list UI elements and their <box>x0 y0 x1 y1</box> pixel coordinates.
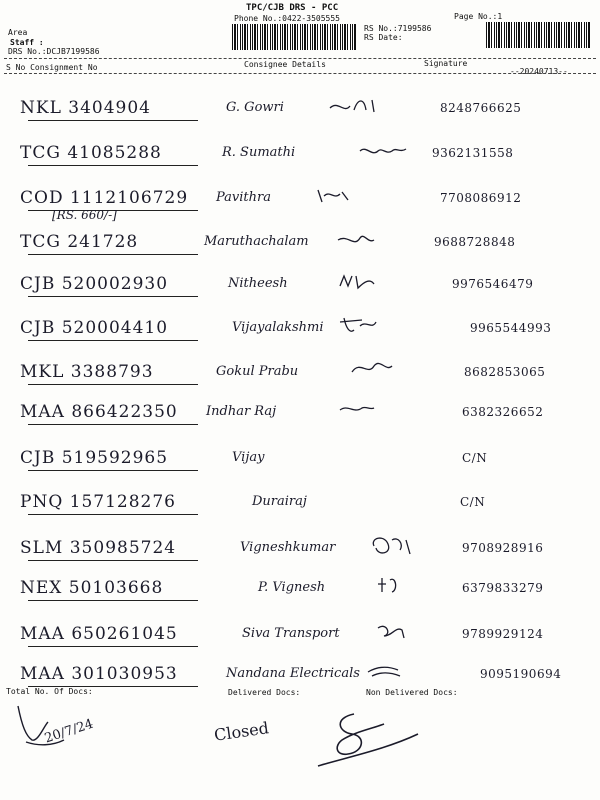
consignment-underline <box>28 165 198 166</box>
rs-date: RS Date: <box>364 33 403 42</box>
consignee-phone: 9095190694 <box>480 667 562 681</box>
cod-amount-note: [RS. 660/-] <box>52 208 117 222</box>
consignment-underline <box>28 384 198 385</box>
header-divider <box>4 58 596 59</box>
recipient-signature <box>340 272 390 298</box>
consignee-phone: 7708086912 <box>440 191 522 205</box>
consignment-underline <box>28 470 198 471</box>
handwritten-date: 20/7/24 <box>42 716 96 747</box>
consignment-number: TCG 241728 <box>20 232 139 252</box>
consignment-number: CJB 520004410 <box>20 318 169 338</box>
consignment-underline <box>28 514 198 515</box>
recipient-signature <box>340 400 390 426</box>
consignee-name: Maruthachalam <box>204 234 309 249</box>
recipient-signature <box>360 141 410 167</box>
staff-label: Staff : <box>10 38 44 47</box>
page-number: Page No.:1 <box>454 12 503 21</box>
drs-number: DRS No.:DCJB7199586 <box>8 47 100 56</box>
consignment-underline <box>28 424 198 425</box>
consignee-phone: 8248766625 <box>440 101 522 115</box>
recipient-signature <box>370 536 420 562</box>
drs-barcode <box>232 24 356 50</box>
consignment-number: MAA 301030953 <box>20 664 178 684</box>
consignee-phone: 6382326652 <box>462 405 544 419</box>
consignee-phone: C/N <box>460 495 486 509</box>
phone-number: Phone No.:0422-3505555 <box>234 14 340 23</box>
consignee-name: Siva Transport <box>242 626 340 641</box>
consignee-name: P. Vignesh <box>258 580 326 595</box>
consignee-phone: 6379833279 <box>462 581 544 595</box>
consignment-number: SLM 350985724 <box>20 538 177 558</box>
consignee-phone: 8682853065 <box>464 365 546 379</box>
consignment-underline <box>28 254 198 255</box>
recipient-signature <box>330 96 380 122</box>
consignment-number: MAA 650261045 <box>20 624 178 644</box>
consignee-name: Vigneshkumar <box>240 540 336 555</box>
delivery-signature <box>314 706 424 780</box>
area-label: Area <box>8 28 28 37</box>
consignee-phone: 9688728848 <box>434 235 516 249</box>
consignee-name: Vijay <box>232 450 265 465</box>
consignee-phone: C/N <box>462 451 488 465</box>
consignment-number: TCG 41085288 <box>20 143 162 163</box>
consignment-number: MAA 866422350 <box>20 402 178 422</box>
recipient-signature <box>340 316 390 342</box>
consignment-underline <box>28 340 198 341</box>
rs-number: RS No.:7199586 <box>364 24 432 33</box>
column-consignee: Consignee Details <box>244 60 326 69</box>
consignee-phone: 9708928916 <box>462 541 544 555</box>
rs-barcode <box>486 22 590 48</box>
consignment-underline <box>28 560 198 561</box>
recipient-signature <box>376 576 426 602</box>
consignment-number: COD 1112106729 <box>20 188 189 208</box>
document-title: TPC/CJB DRS - PCC <box>246 3 339 13</box>
consignee-phone: 9789929124 <box>462 627 544 641</box>
column-divider <box>4 73 596 74</box>
consignment-number: MKL 3388793 <box>20 362 154 382</box>
consignee-name: Pavithra <box>216 190 271 205</box>
consignment-number: PNQ 157128276 <box>20 492 176 512</box>
recipient-signature <box>318 186 368 212</box>
total-docs-label: Total No. Of Docs: <box>6 687 93 696</box>
consignee-name: Indhar Raj <box>206 404 277 419</box>
consignee-phone: 9965544993 <box>470 321 552 335</box>
consignment-number: NKL 3404904 <box>20 98 151 118</box>
consignee-name: Gokul Prabu <box>216 364 299 379</box>
consignee-name: Durairaj <box>252 494 307 509</box>
consignment-underline <box>28 120 198 121</box>
consignee-name: Nandana Electricals <box>226 666 360 681</box>
consignment-underline <box>28 296 198 297</box>
recipient-signature <box>338 230 388 256</box>
delivered-docs-label: Delivered Docs: <box>228 688 301 697</box>
consignee-name: Vijayalakshmi <box>232 320 324 335</box>
recipient-signature <box>378 622 428 648</box>
column-sno-consignment: S No Consignment No <box>6 63 98 72</box>
column-signature: Signature <box>424 59 468 68</box>
column-date: --20240713-- <box>510 67 568 76</box>
consignee-phone: 9976546479 <box>452 277 534 291</box>
consignee-name: Nitheesh <box>228 276 288 291</box>
consignment-underline <box>28 646 198 647</box>
consignment-underline <box>28 600 198 601</box>
recipient-signature <box>352 360 402 386</box>
consignment-number: NEX 50103668 <box>20 578 164 598</box>
recipient-signature <box>368 662 418 688</box>
supervisor-signature <box>8 696 68 760</box>
closed-note: Closed <box>212 718 270 745</box>
consignment-number: CJB 519592965 <box>20 448 169 468</box>
consignee-name: G. Gowri <box>226 100 284 115</box>
consignee-name: R. Sumathi <box>222 145 296 160</box>
consignment-number: CJB 520002930 <box>20 274 169 294</box>
consignee-phone: 9362131558 <box>432 146 514 160</box>
non-delivered-docs-label: Non Delivered Docs: <box>366 688 458 697</box>
